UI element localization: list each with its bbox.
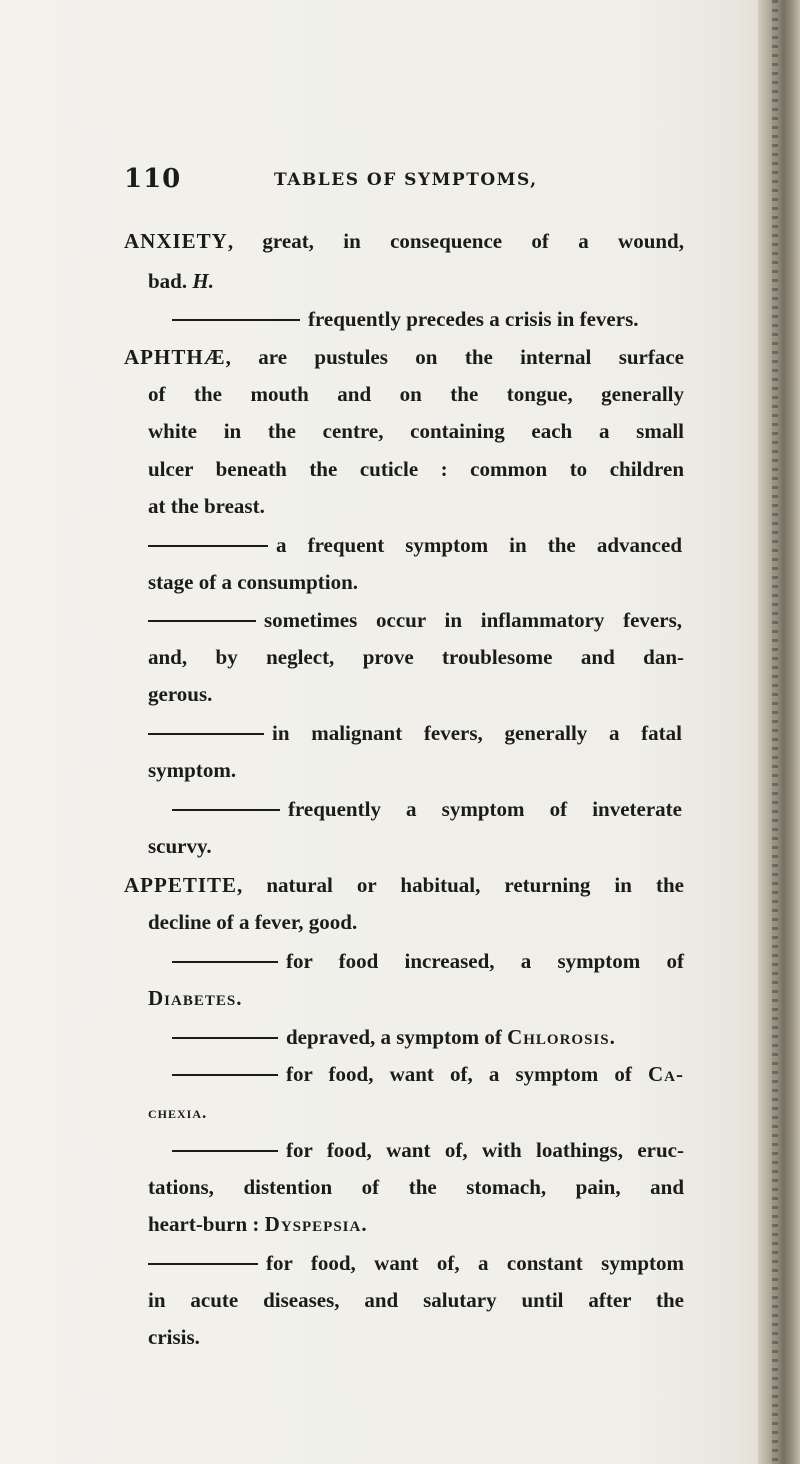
ditto-rule <box>148 545 268 547</box>
ditto-rule <box>172 809 280 811</box>
dash-subentry: for food, want of, a symptom of Ca- <box>172 1057 684 1091</box>
text-line: bad. H. <box>148 269 214 293</box>
ditto-rule <box>172 1037 278 1039</box>
entry-heading: ANXIETY <box>124 229 228 253</box>
text-line: Diabetes. <box>148 986 243 1010</box>
entry-heading: APPETITE <box>124 873 238 897</box>
text-line: white in the centre, containing each a small <box>148 419 684 443</box>
ditto-rule <box>172 961 278 963</box>
ditto-rule <box>148 733 264 735</box>
book-binding-edge <box>758 0 800 1464</box>
text-line: ulcer beneath the cuticle : common to children <box>148 457 684 481</box>
ditto-rule <box>148 1263 258 1265</box>
page-header <box>124 164 684 204</box>
text-line: ANXIETY, great, in consequence of a wound, <box>124 229 684 253</box>
dash-subentry: frequently precedes a crisis in fevers. <box>172 302 754 336</box>
dash-subentry: sometimes occur in inflammatory fevers, <box>148 603 682 637</box>
page-number: 110 <box>124 164 182 194</box>
text-line: decline of a fever, good. <box>148 910 358 934</box>
ditto-rule <box>148 620 256 622</box>
text-line: scurvy. <box>148 834 212 858</box>
text-line: heart-burn : Dyspepsia. <box>148 1212 368 1236</box>
text-line: in acute diseases, and salutary until after the <box>148 1288 684 1312</box>
text-line: tations, distention of the stomach, pain, and <box>148 1175 684 1199</box>
dash-subentry: frequently a symptom of inveterate <box>172 792 682 826</box>
text-line: crisis. <box>148 1325 200 1349</box>
dash-subentry: in malignant fevers, generally a fatal <box>148 716 682 750</box>
ditto-rule <box>172 1074 278 1076</box>
ditto-rule <box>172 1150 278 1152</box>
dash-subentry: for food increased, a symptom of <box>172 944 684 978</box>
dash-subentry: a frequent symptom in the advanced <box>148 528 682 562</box>
text-line: at the breast. <box>148 494 265 518</box>
text-line: APHTHÆ, are pustules on the internal surface <box>124 345 684 369</box>
ditto-rule <box>172 319 300 321</box>
text-line: gerous. <box>148 682 213 706</box>
running-title: TABLES OF SYMPTOMS, <box>274 170 538 190</box>
dash-subentry: depraved, a symptom of Chlorosis. <box>172 1020 684 1054</box>
entry-heading: APHTHÆ <box>124 345 226 369</box>
text-line: APPETITE, natural or habitual, returning in the <box>124 873 684 897</box>
text-line: and, by neglect, prove troublesome and dan- <box>148 645 684 669</box>
dash-subentry: for food, want of, with loathings, eruc- <box>172 1133 684 1167</box>
text-line: symptom. <box>148 758 237 782</box>
text-line: stage of a consumption. <box>148 570 359 594</box>
text-line: of the mouth and on the tongue, generally <box>148 382 684 406</box>
text-line: chexia. <box>148 1103 208 1122</box>
authority-mark: H. <box>192 269 214 293</box>
dash-subentry: for food, want of, a constant symptom <box>148 1246 684 1280</box>
